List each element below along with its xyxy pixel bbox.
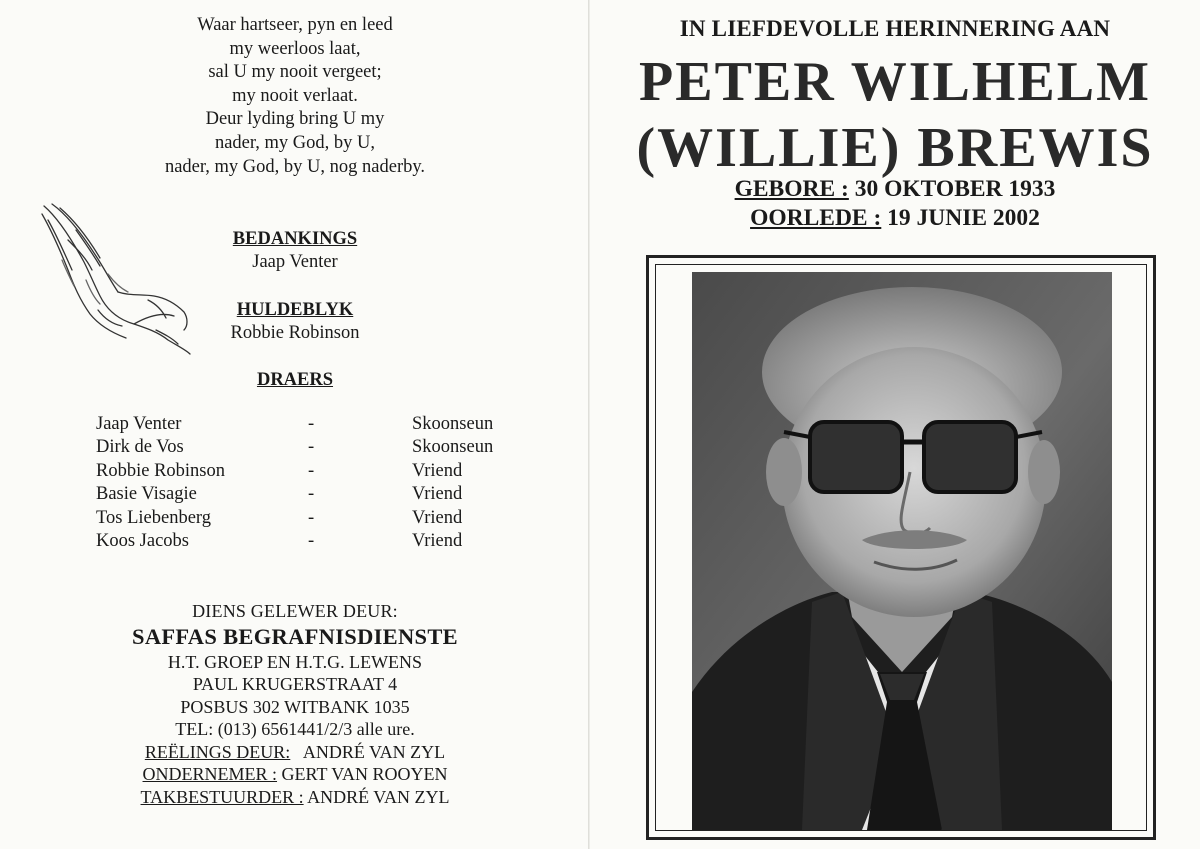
bearers-list xyxy=(96,413,516,553)
service-group: H.T. GROEP EN H.T.G. LEWENS xyxy=(167,651,423,672)
bearer-dash: - xyxy=(308,530,315,551)
thanks-section xyxy=(160,228,430,274)
bearer-dash: - xyxy=(308,437,315,458)
bearer-row xyxy=(96,530,516,553)
deceased-name-line1: PETER WILHELM xyxy=(639,51,1151,113)
bearer-relation: Vriend xyxy=(412,484,463,505)
service-telephone: TEL: (013) 6561441/2/3 alle ure. xyxy=(175,719,415,739)
funeral-company-name: SAFFAS BEGRAFNISDIENSTE xyxy=(132,623,458,649)
branch-manager-line xyxy=(90,786,500,809)
portrait-photo xyxy=(692,272,1112,830)
arrangements-label: REËLINGS DEUR: xyxy=(144,741,291,762)
bearer-row xyxy=(96,436,516,459)
poem-line: Waar hartseer, pyn en leed xyxy=(197,15,393,35)
service-postbox: POSBUS 302 WITBANK 1035 xyxy=(180,696,410,717)
poem-line: Deur lyding bring U my xyxy=(205,109,385,130)
tribute-name: Robbie Robinson xyxy=(230,323,360,343)
bearer-relation: Vriend xyxy=(412,507,463,528)
bearer-row xyxy=(96,460,516,483)
bearer-dash: - xyxy=(308,414,315,434)
bearer-name: Jaap Venter xyxy=(96,414,182,434)
bearer-row xyxy=(96,483,516,506)
left-panel xyxy=(0,0,588,849)
tribute-heading: HULDEBLYK xyxy=(236,300,354,320)
bearers-section xyxy=(160,369,430,392)
memorial-heading: IN LIEFDEVOLLE HERINNERING AAN xyxy=(679,16,1111,41)
undertaker-value: GERT VAN ROOYEN xyxy=(281,764,448,784)
died-date: 19 JUNIE 2002 xyxy=(887,205,1040,231)
poem-line: sal U my nooit vergeet; xyxy=(208,62,382,83)
service-details xyxy=(90,600,500,808)
bearer-dash: - xyxy=(308,460,315,481)
poem-line: nader, my God, by U, xyxy=(214,132,376,153)
bearer-name: Robbie Robinson xyxy=(96,460,225,481)
arrangements-line xyxy=(90,741,500,764)
undertaker-label: ONDERNEMER : xyxy=(142,764,278,784)
bearer-name: Tos Liebenberg xyxy=(96,507,211,528)
born-label: GEBORE : xyxy=(734,176,849,202)
undertaker-line xyxy=(90,763,500,786)
poem xyxy=(110,14,480,179)
bearer-row xyxy=(96,507,516,530)
poem-line: nader, my God, by U, nog naderby. xyxy=(164,156,426,177)
bearer-name: Basie Visagie xyxy=(96,484,197,505)
branch-manager-value: ANDRÉ VAN ZYL xyxy=(307,786,450,807)
arrangements-value: ANDRÉ VAN ZYL xyxy=(302,741,446,762)
bearer-name: Koos Jacobs xyxy=(96,530,190,551)
born-date: 30 OKTOBER 1933 xyxy=(854,176,1056,202)
bearer-relation: Vriend xyxy=(412,460,463,481)
bearer-relation: Skoonseun xyxy=(412,437,494,458)
tribute-section xyxy=(160,299,430,345)
bearer-row xyxy=(96,413,516,436)
service-intro: DIENS GELEWER DEUR: xyxy=(192,601,398,621)
bearer-dash: - xyxy=(308,507,315,528)
poem-line: my weerloos laat, xyxy=(229,38,361,59)
service-street: PAUL KRUGERSTRAAT 4 xyxy=(192,674,398,694)
branch-manager-label: TAKBESTUURDER : xyxy=(140,786,304,807)
died-label: OORLEDE : xyxy=(750,205,882,231)
bearer-dash: - xyxy=(308,484,315,505)
right-panel xyxy=(590,0,1200,849)
deceased-name-line2: (WILLIE) BREWIS xyxy=(636,117,1154,179)
bearer-relation: Skoonseun xyxy=(412,414,494,434)
thanks-name: Jaap Venter xyxy=(252,252,338,272)
birth-date-line xyxy=(590,176,1200,203)
poem-line: my nooit verlaat. xyxy=(232,85,358,106)
death-date-line xyxy=(590,205,1200,232)
bearers-heading: DRAERS xyxy=(256,370,334,390)
bearer-relation: Vriend xyxy=(412,530,463,551)
thanks-heading: BEDANKINGS xyxy=(232,229,358,249)
bearer-name: Dirk de Vos xyxy=(96,437,184,458)
